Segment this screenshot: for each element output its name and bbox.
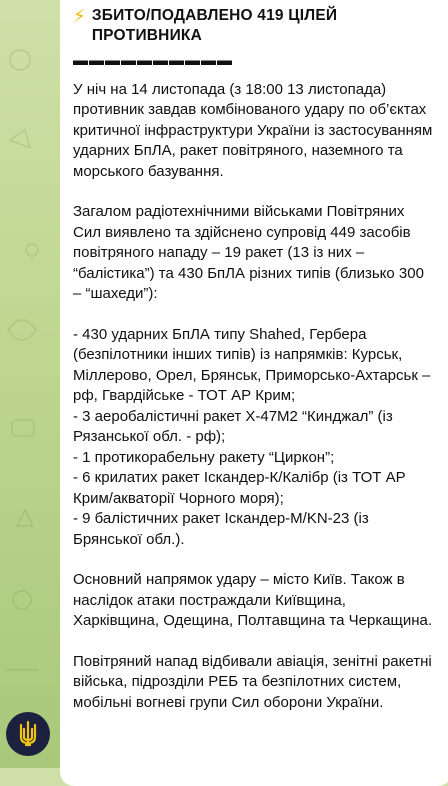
headline-text: ЗБИТО/ПОДАВЛЕНО 419 ЦІЛЕЙ ПРОТИВНИКА bbox=[91, 7, 338, 44]
message-content bbox=[73, 6, 433, 713]
paragraph-defense: Повітряний напад відбивали авіація, зенітні ракетні війська, підрозділи РЕБ та безпілотних систем, мобільні вогневі групи Сил оборони України. bbox=[73, 652, 432, 711]
separator-line: ▬▬▬▬▬▬▬▬▬▬ bbox=[73, 52, 233, 69]
paragraph-detection: Загалом радіотехнічними військами Повітряних Сил виявлено та здійснено супровід 449 засобів повітряного нападу – 19 ракет (13 із них – “балістика”) та 430 БпЛА різних типів (близько 300 – “шахеди”): bbox=[73, 203, 424, 302]
list-item: - 3 аеробалістичні ракет Х-47М2 “Кинджал” (із Рязанської обл. - рф); bbox=[73, 407, 393, 445]
list-item: - 1 протикорабельну ракету “Циркон”; bbox=[73, 448, 335, 466]
list-item: - 6 крилатих ракет Іскандер-К/Калібр (із ТОТ АР Крим/акваторії Чорного моря); bbox=[73, 469, 406, 507]
paragraph-attack-summary: У ніч на 14 листопада (з 18:00 13 листопада) противник завдав комбінованого удару по об’єктах критичної інфраструктури України із застосуванням ударних БпЛА, ракет повітряного, наземного та морського базування. bbox=[73, 80, 433, 180]
lightning-bolt-icon: ⚡ bbox=[73, 6, 86, 26]
weapons-list bbox=[73, 325, 433, 551]
paragraph-main-direction: Основний напрямок удару – місто Київ. Також в наслідок атаки постраждали Київщина, Харківщина, Одещина, Полтавщина та Черкащина. bbox=[73, 571, 433, 629]
channel-avatar[interactable] bbox=[6, 712, 50, 756]
list-item: - 9 балістичних ракет Іскандер-М/KN-23 (із Брянської обл.). bbox=[73, 510, 369, 548]
trident-emblem-icon bbox=[13, 719, 43, 749]
list-item: - 430 ударних БпЛА типу Shahed, Гербера (безпілотники інших типів) із напрямків: Курськ, Міллерово, Орел, Брянськ, Приморсько-Ахтарськ – рф, Гвардійське - ТОТ АР Крим; bbox=[73, 325, 431, 404]
message-headline bbox=[73, 6, 433, 46]
